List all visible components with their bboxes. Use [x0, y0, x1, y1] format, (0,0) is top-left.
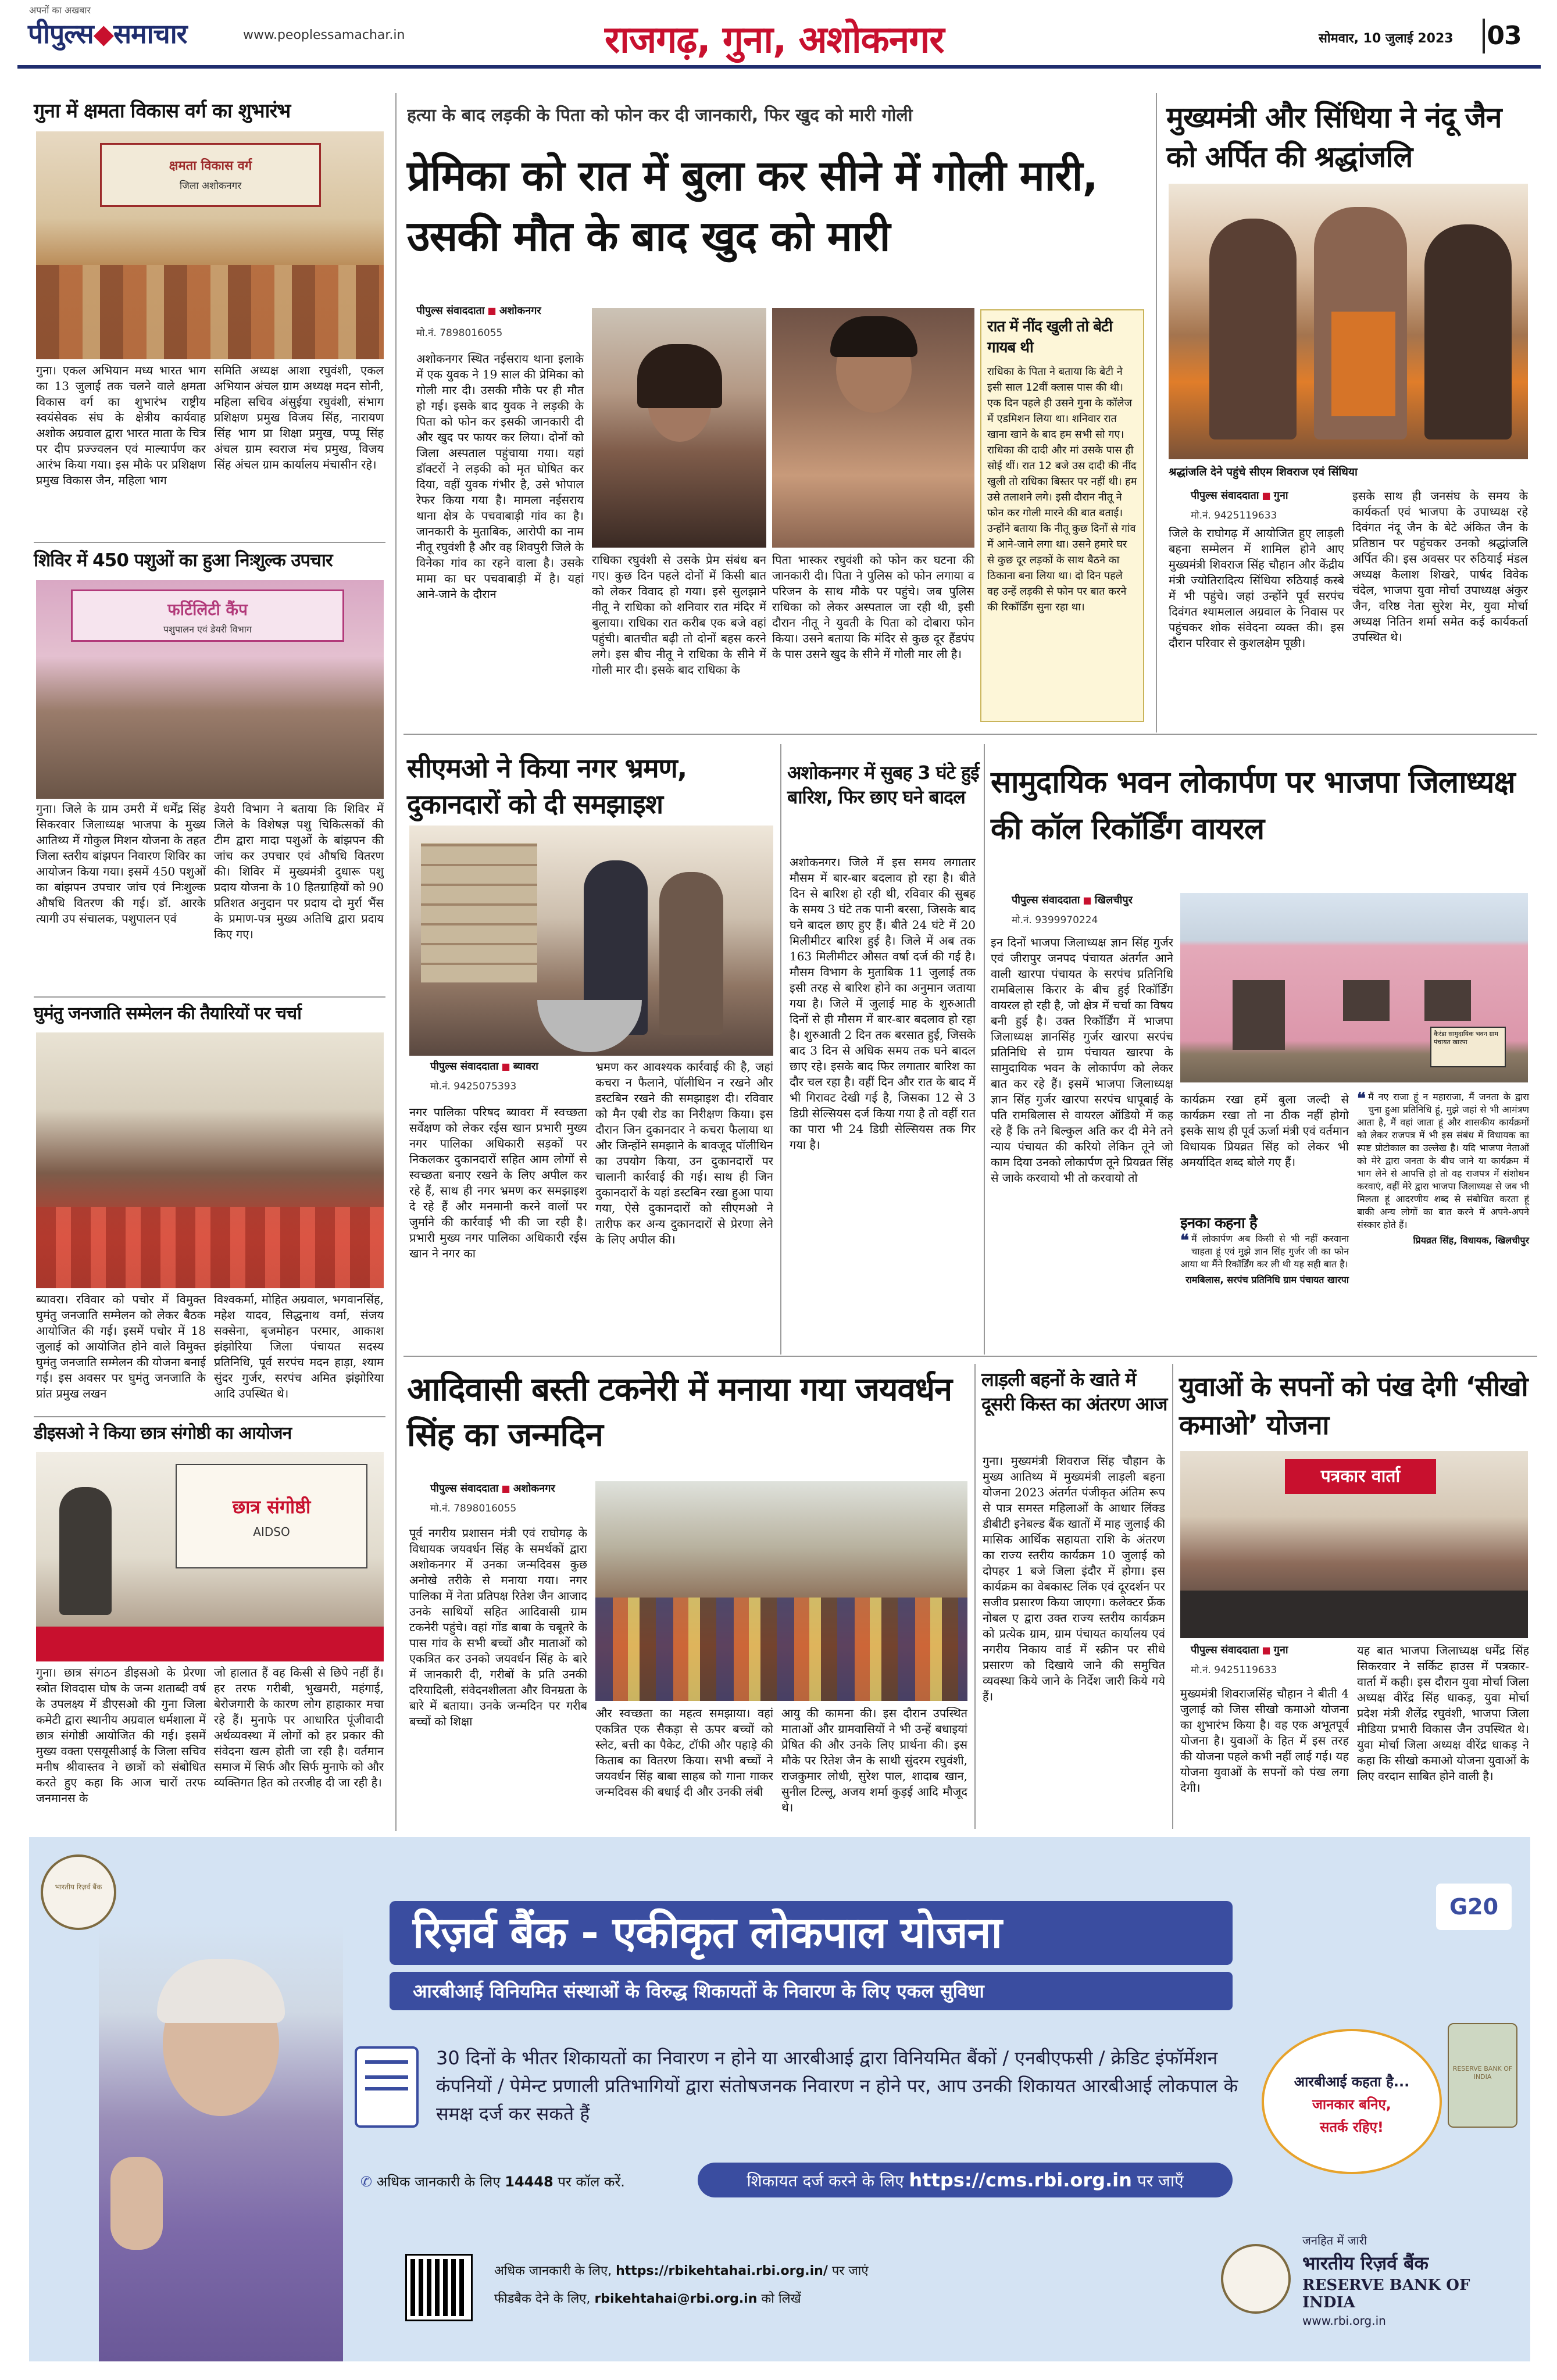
more-url[interactable]: https://rbikehtahai.rbi.org.in/	[616, 2264, 828, 2278]
door-shape	[1233, 980, 1285, 1050]
brand-part-1: पीपुल्स	[28, 18, 94, 49]
issuer-name-english: RESERVE BANK OF INDIA	[1302, 2277, 1470, 2311]
photo-caption: श्रद्धांजलि देने पहुंचे सीएम शिवराज एवं सिंधिया	[1169, 466, 1358, 478]
lead-headline: प्रेमिका को रात में बुला कर सीने में गोली मारी, उसकी मौत के बाद खुद को मारी	[407, 151, 1098, 260]
reporter-mobile: मो.नं. 7898016055	[416, 327, 503, 339]
qr-code-icon[interactable]	[407, 2256, 471, 2320]
camp-photo	[36, 580, 384, 799]
lead-body-col3: पिता भास्कर रघुवंशी को फोन कर घटना की जानकारी दी। पिता ने पुलिस को फोन लगाया व परिजन के साथ मौके पर पहुंचे। जब पुलिस राधिका को लेकर अस्पताल जा रही थी, इसी दौरान नीतू ने युवती के पिता को दोबारा फोन किया। उसने बताया कि मंदिर से कुछ दूर हैंडपंप के पास उसने खुद के सीने में गोली मार ली है।	[772, 553, 974, 661]
column-rule	[395, 93, 397, 1831]
story-body-col2: इसके साथ ही जनसंघ के समय के कार्यकर्ता एवं भाजपा के उपाध्यक्ष रहे दिवंगत नंदू जैन के बेटे अंकित जैन के प्रतिष्ठान पर पहुंचकर उनको श्रद्धांजलि अर्पित की। इस अवसर पर रुठियाई मंडल अध्यक्ष कैलाश शिखरे, पार्षद विवेक चंदेल, भाजपा युवा मोर्चा उपाध्यक्ष अंकुर जैन, वरिष्ठ नेता सुरेश मेर, युवा मोर्चा अध्यक्ष नितिन शर्मा समेत कई कार्यकर्ता उपस्थित थे।	[1352, 489, 1528, 644]
story-body-col1: गुना। एकल अभियान मध्य भारत भाग का 13 जुलाई तक चलने वाले क्षमता विकास वर्ग का शुभारंभ राष्ट्रीय स्वयंसेवक संघ के क्षेत्रीय कार्यवाह अशोक अग्रवाल द्वारा भारत माता के चित्र पर दीप प्रज्ज्वलन एवं माल्यार्पण कर आरंभ किया गया। इस मौके पर प्रशिक्षण प्रमुख विकास जैन, महिला भाग	[36, 363, 206, 487]
masthead-url[interactable]: www.peoplessamachar.in	[243, 28, 405, 42]
crowd-row	[595, 1598, 967, 1701]
byline-place: अशोकनगर	[499, 305, 541, 317]
feedback-email[interactable]: rbikehtahai@rbi.org.in	[594, 2292, 758, 2306]
samu-byline	[1012, 893, 1204, 907]
story-headline: मुख्यमंत्री और सिंधिया ने नंदू जैन को अर्पित की श्रद्धांजलि	[1166, 101, 1502, 174]
separator-icon: ■	[501, 1061, 510, 1072]
cmo-byline	[430, 1059, 616, 1073]
banner-line-2: AIDSO	[253, 1525, 290, 1539]
quote-mark-icon: ❝	[1180, 1231, 1190, 1250]
hand-shape	[110, 2157, 163, 2250]
feedback-suffix: को लिखें	[761, 2292, 801, 2306]
story-headline: आदिवासी बस्ती टकनेरी में मनाया गया जयवर्धन सिंह का जन्मदिन	[407, 1371, 952, 1454]
masthead-tagline: अपनों का अखबार	[29, 5, 91, 16]
saffron-scarf	[1331, 312, 1395, 416]
inspection-photo	[409, 826, 773, 1056]
reporter-mobile: मो.नं. 9425119633	[1191, 1664, 1277, 1676]
story-body-col1: पूर्व नगरीय प्रशासन मंत्री एवं राघोगढ़ के विधायक जयवर्धन सिंह के समर्थकों द्वारा अशोकनगर में उनका जन्मदिवस कुछ अनोखे तरीके से मनाया गया। नगर पालिका में नेता प्रतिपक्ष रितेश जैन आजाद उनके साथियों सहित आदिवासी ग्राम टकनेरी पहुंचे। वहां गोंड बाबा के चबूतरे के पास गांव के सभी बच्चों और माताओं को एकत्रित कर उनको जयवर्धन सिंह के बारे में जानकारी दी, गरीबों के प्रति उनकी दरियादिली, संवेदनशीलता और विनम्रता के बारे में बताया। उनके जन्मदिन पर गरीब बच्चों को शिक्षा	[409, 1526, 587, 1728]
window-shape	[1424, 980, 1471, 1021]
story-headline: लाड़ली बहनों के खाते में दूसरी किस्त का अंतरण आज	[981, 1368, 1167, 1415]
story-body-col3: आयु की कामना की। इस दौरान उपस्थित माताओं और ग्रामवासियों ने भी उन्हें बधाइयां प्रेषित की और उनके लिए प्रार्थना की। इस मौके पर रितेश जैन के साथी सुंदरम रघुवंशी, राजकुमार लोधी, सुरेश पाल, शादाब खान, सुनील टिल्लू, अजय शर्मा कुड़ई आदि मौजूद थे।	[781, 1706, 967, 1814]
banner-line-2: जिला अशोकनगर	[179, 180, 242, 192]
phone-number[interactable]: 14448	[505, 2174, 553, 2190]
ambassador-photo	[99, 1924, 343, 2361]
brand-diamond-icon: ◆	[93, 18, 113, 49]
seal-text: भारतीय रिज़र्व बैंक	[55, 1883, 102, 1891]
story-body-col2: भ्रमण कर आवश्यक कार्रवाई की है, जहां कचरा न फैलाने, पॉलीथिन न रखने और डस्टबिन रखने की समझाइश दी। रविवार को मैन एबी रोड का निरीक्षण किया। इस दौरान जिन दुकानदार ने कचरा फैलाया था और जिन्होंने समझाने के बावजूद पॉलीथिन का उपयोग किया, उन दुकानदारों पर चालानी कार्रवाई की गई। साथ ही जिन दुकानदारों के यहां डस्टबिन रखा हुआ पाया गया, ऐसे दुकानदारों को सीएमओ ने तारीफ कर अन्य दुकानदारों से प्रेरणा लेने के लिए अपील की।	[595, 1060, 773, 1246]
story-body-col2: विश्वकर्मा, मोहित अग्रवाल, भगवानसिंह, महेश यादव, सिद्धनाथ वर्मा, संजय सक्सेना, बृजमोहन परमार, आकाश झंझोरिया जिला पंचायत सदस्य प्रतिनिधि, पूर्व सरपंच मदन हाड़ा, श्याम सुंदर गुर्जर, सरपंच अमित झंझोरिया आदि उपस्थित थे।	[214, 1292, 384, 1400]
children-photo	[595, 1481, 967, 1701]
reporter-mobile: मो.नं. 9425119633	[1191, 510, 1277, 521]
reporter-mobile: मो.नं. 9399970224	[1012, 914, 1098, 926]
story-body-col2: समिति अध्यक्ष आशा रघुवंशी, एकल अभियान अंचल ग्राम अध्यक्ष मदन सोनी, महिला सचिव अंसुईया रघुवंशी, संभाग प्रशिक्षण प्रमुख विजय सिंह, नारायण सिंह भाग प्रा शिक्षा प्रमुख, पप्पू सिंह अंचल ग्राम स्वराज मंच प्रमुख, विजय सिंह अंचल ग्राम कार्यालय मंचासीन रहे।	[214, 363, 384, 471]
byline: पीपुल्स संवाददाता	[430, 1060, 499, 1073]
sidebar-box-title: रात में नींद खुली तो बेटी गायब थी	[987, 318, 1112, 356]
story-headline: सामुदायिक भवन लोकार्पण पर भाजपा जिलाध्यक्ष की कॉल रिकॉर्डिंग वायरल	[991, 765, 1515, 846]
story-body: इन दिनों भाजपा जिलाध्यक्ष ज्ञान सिंह गुर्जर एवं जीरापुर जनपद पंचायत अंतर्गत आने वाली खारपा पंचायत के सरपंच प्रतिनिधि रामबिलास किरार के बीच हुई रिकॉर्डिंग वायरल हो रही है, जो क्षेत्र में चर्चा का विषय बनी हुई है। उक्त रिकॉर्डिंग में भाजपा जिलाध्यक्ष ज्ञानसिंह गुर्जर खारपा सरपंच प्रतिनिधि से ग्राम पंचायत खारपा के सामुदायिक भवन के लोकार्पण को लेकर बात कर रहे हैं। इसमें भाजपा जिलाध्यक्ष ज्ञान सिंह गुर्जर खारपा सरपंच धापूबाई के पति रामबिलास से वायरल ऑडियो में कह रहे हैं कि तने बिल्कुल अति कर दी मेने तने न्याय पंचायत की करियो लेकिन तूने जो काम दिया उनको लोकार्पण तूने प्रियव्रत सिंह से जाके करवायो भी तो करवायो तो	[991, 935, 1173, 1185]
more-suffix: पर जाएं	[831, 2264, 869, 2278]
divider	[34, 542, 385, 543]
opinion-heading: इनका कहना है	[1180, 1214, 1257, 1232]
phone-prefix: अधिक जानकारी के लिए	[376, 2174, 501, 2190]
story-body-col1: नगर पालिका परिषद ब्यावरा में स्वच्छता सर्वेक्षण को लेकर रईस खान प्रभारी मुख्य नगर पालिका अधिकारी सड़कों पर निकलकर दुकानदारों सहित आम लोगों से स्वच्छता बनाए रखने के लिए अपील कर रहे हैं, साथ ही नगर भ्रमण कर समझाइश दे रहे हैं और मनमानी करने वालों पर जुर्माने की कार्रवाई भी की जा रही है। प्रभारी मुख्य नगर पालिका अधिकारी रईस खान ने नगर का	[409, 1105, 587, 1260]
region-title: राजगढ़, गुना, अशोकनगर	[605, 19, 944, 62]
story-headline: शिविर में 450 पशुओं का हुआ निःशुल्क उपचार	[34, 550, 333, 571]
quote-author: प्रियव्रत सिंह, विधायक, खिलचीपुर	[1413, 1235, 1529, 1246]
byline-place: खिलचीपुर	[1094, 894, 1133, 906]
press-banner: पत्रकार वार्ता	[1285, 1459, 1436, 1494]
awareness-bubble	[1262, 2029, 1442, 2174]
yuva-byline	[1191, 1643, 1377, 1657]
story-headline: घुमंतु जनजाति सम्मेलन की तैयारियों पर चर्चा	[34, 1003, 301, 1024]
story-body-col2: जो हालात हैं वह किसी से छिपे नहीं हैं। हर तरफ गरीबी, भुखमरी, महंगाई, बेरोजगारी के कारण लोग हाहाकार मचा रहे हैं। मुनाफे पर आधारित पूंजीवादी अर्थव्यवस्था में लोगों को हर प्रकार की संवेदना खत्म होती जा रही है। वर्तमान समाज में सिर्फ और सिर्फ मुनाफे को और व्यक्तिगत हित को तरजीह दी जा रही है।	[214, 1666, 384, 1789]
hair-shape	[637, 344, 722, 408]
community-hall-photo	[1180, 893, 1528, 1082]
more-info-line	[494, 2261, 869, 2279]
column-rule	[1172, 1364, 1173, 1829]
separator-icon: ■	[1262, 1645, 1271, 1656]
story-body-col1: गुना। छात्र संगठन डीइसओ के प्रेरणा स्त्रोत शिवदास घोष के जन्म शताब्दी वर्ष के उपलक्ष्य में डीएसओ की गुना जिला कमेटी द्वारा स्थानीय अग्रवाल धर्मशाला में छात्र संगोष्ठी आयोजित की गई। इसमें मुख्य वक्ता एसयूसीआई के जिला सचिव मनीष श्रीवास्तव ने छात्रों को संबोधित करते हुए कहा कि आज चारों तरफ जनमानस के	[36, 1666, 206, 1805]
red-banner-strip	[36, 1627, 384, 1661]
quote-text: मैं नए राजा हूं न महाराजा, मैं जनता के द्वारा चुना हुआ प्रतिनिधि हूं, मुझे जहां से भी आमंत्रण आता है, मैं वहां जाता हूं और शासकीय कार्यक्रमों को लेकर राजपत्र में भी इस संबंध में विधायक का स्पष्ट प्रोटोकाल का उल्लेख है। यदि भाजपा नेताओं को मेरे द्वारा जनता के बीच जाने या कार्यक्रम में भाग लेने से आपत्ति हो तो वह राजपत्र में संशोधन करवाएं, वहीं मेरे द्वारा भाजपा जिलाध्यक्ष से जब भी मिलता हूं आदरणीय शब्द से संबोधित करता हूं बाकी अन्य लोगों का बात करने में अपने-अपने संस्कार होते हैं।	[1357, 1091, 1529, 1230]
story-body-cont: कार्यक्रम रखा हमें बुला जल्दी से कार्यक्रम रखा तो ना ठीक नहीं होगो इसके साथ ही पूर्व ऊर्जा मंत्री एवं वर्तमान विधायक प्रियव्रत सिंह को लेकर भी अमर्यादित शब्द बोले गए हैं।	[1180, 1092, 1349, 1169]
divider	[403, 1356, 1537, 1357]
banner-line-1: छात्र संगोष्ठी	[232, 1496, 311, 1518]
column-rule	[1156, 93, 1157, 732]
ad-subtitle: आरबीआई विनियमित संस्थाओं के विरुद्ध शिकायतों के निवारण के लिए एकल सुविधा	[413, 1980, 984, 2002]
meeting-photo	[36, 1032, 384, 1288]
event-photo	[36, 131, 384, 359]
story-headline: सीएमओ ने किया नगर भ्रमण, दुकानदारों को दी समझाइश	[407, 752, 687, 820]
byline: पीपुल्स संवाददाता	[430, 1482, 499, 1495]
shop-shelf	[421, 843, 537, 982]
story-body-col1: मुख्यमंत्री शिवराजसिंह चौहान ने बीती 4 जुलाई को जिस सीखो कमाओ योजना का शुभारंभ किया है। वह एक अभूतपूर्व योजना है। युवाओं के हित में इस तरह की योजना पहले कभी नहीं लाई गई। यह योजना युवाओं के सपनों को पंख लगा देगी।	[1180, 1686, 1349, 1795]
rbi-seal-icon	[41, 1854, 116, 1930]
note-text: RESERVE BANK OF INDIA	[1452, 2065, 1513, 2081]
quote-author: रामबिलास, सरपंच प्रतिनिधि ग्राम पंचायत खारपा	[1185, 1274, 1349, 1285]
g20-text: G20	[1449, 1894, 1499, 1920]
victim-photo	[592, 308, 766, 548]
story-body-col2: और स्वच्छता का महत्व समझाया। वहां एकत्रित एक सैकड़ा से ऊपर बच्चों को स्लेट, बत्ती का पैकेट, टॉफी और पहाड़े की किताब का वितरण किया। सभी बच्चों ने जयवर्धन सिंह बाबा साहब को गाना गाकर जन्मदिवस की बधाई दी और उनकी लंबी	[595, 1706, 773, 1799]
column-rule	[780, 744, 781, 1355]
lead-byline	[416, 303, 591, 317]
ad-title: रिज़र्व बैंक - एकीकृत लोकपाल योजना	[413, 1908, 1002, 1958]
story-body: अशोकनगर। जिले में इस समय लगातार मौसम में बार-बार बदलाव हो रहा है। बीते दिन से बारिश हो रही थी, रविवार की सुबह के समय 3 घंटे तक पानी बरसा, जिसके बाद घने बादल छाए हुए हैं। बीते 24 घंटे में 20 मिलीमीटर बारिश हुई है। जिले में अब तक 163 मिलीमीटर औसत वर्षा दर्ज की गई है। मौसम विभाग के मुताबिक 11 जुलाई तक इसी तरह से बारिश होने का अनुमान जताया गया है। जिले में जुलाई माह के शुरुआती दिनों से ही मौसम में बार-बार बदलाव हो रहा है। शुरुआती 2 दिन तक बरसात हुई, जिसके बाद 3 दिन से अधिक समय तक घने बादल छाए रहे। इसके बाद फिर लगातार बारिश का दौर चल रहा है। वहीं दिन और रात के बाद में भी गिरावट देखी गई है, जिसका 12 से 3 डिग्री सेल्सियस दर्ज किया गया है तो वहीं रात का पारा भी 24 डिग्री सेल्सियस तक गिर गया है।	[790, 855, 976, 1152]
reporter-mobile: मो.नं. 9425075393	[430, 1081, 517, 1092]
ad-body-text: 30 दिनों के भीतर शिकायतों का निवारण न होने या आरबीआई द्वारा विनियमित बैंकों / एनबीएफसी / क्रेडिट इंफॉर्मेशन कंपनियों / पेमेन्ट प्रणाली प्रतिभागियों द्वारा संतोषजनक निवारण न होने पर, आप उनकी शिकायत आरबीआई लोकपाल के समक्ष दर्ज कर सकते हैं	[436, 2047, 1238, 2125]
quote-mark-icon: ❝	[1357, 1089, 1366, 1108]
speaker-figure	[59, 1487, 112, 1615]
separator-icon: ■	[501, 1483, 510, 1494]
cms-prefix: शिकायत दर्ज करने के लिए	[747, 2171, 904, 2190]
page-number: 03	[1483, 19, 1523, 53]
cooking-vessel	[537, 1000, 642, 1052]
phone-suffix: पर कॉल करें.	[558, 2174, 625, 2190]
accused-photo	[772, 308, 974, 548]
seminar-photo	[36, 1452, 384, 1661]
hair-shape	[830, 316, 917, 357]
story-headline: गुना में क्षमता विकास वर्ग का शुभारंभ	[34, 99, 291, 123]
byline: पीपुल्स संवाददाता	[416, 305, 485, 317]
quote-box	[1180, 1232, 1349, 1351]
issuer-url[interactable]: www.rbi.org.in	[1302, 2314, 1386, 2328]
bubble-line-2: जानकार बनिए,	[1312, 2096, 1391, 2113]
story-headline: युवाओं के सपनों को पंख देगी ‘सीखो कमाओ’ योजना	[1179, 1371, 1528, 1441]
audience-row	[36, 265, 384, 359]
ad-subtitle-box	[390, 1972, 1233, 2010]
sidebar-box	[980, 309, 1144, 722]
banner-line-2: पशुपालन एवं डेयरी विभाग	[163, 624, 252, 635]
lead-body-col2: राधिका रघुवंशी से उसके प्रेम संबंध बन गए। कुछ दिन पहले दोनों में किसी बात को लेकर विवाद हो गया। इसे सुलझाने नीतू ने राधिका को शनिवार रात मंदिर में बुलाया। राधिका रात करीब एक बजे वहां पहुंची। बातचीत बढ़ी तो दोनों बहस करने लगे। इस बीच नीतू ने राधिका के सीने में गोली मार दी। इसके बाद राधिका के	[592, 553, 766, 677]
person-figure	[659, 872, 723, 1035]
more-prefix: अधिक जानकारी के लिए,	[494, 2264, 612, 2278]
rbi-advertisement	[29, 1837, 1530, 2361]
column-rule	[984, 744, 985, 1355]
window-shape	[1343, 980, 1390, 1021]
plaque-sign: कैरंडा सामुदायिक भवन ग्राम पंचायत खारपा	[1430, 1027, 1506, 1067]
tribute-photo	[1169, 184, 1528, 459]
byline-place: ब्यावरा	[513, 1060, 538, 1073]
story-body-col2: डेयरी विभाग ने बताया कि शिविर में जिले के विशेषज्ञ पशु चिकित्सकों की टीम द्वारा मादा पशुओं के बांझपन की जांच कर उपचार एवं औषधि वितरण की। शिविर में मुख्यमंत्री दुधारू पशु प्रदाय योजना के 10 हितग्राहियों को 90 प्रतिशत अनुदान पर प्रदाय दो मुर्रा भैंस के प्रमाण-पत्र मुख्य अतिथि द्वारा प्रदाय किए गए।	[214, 802, 384, 941]
divider	[34, 1416, 385, 1417]
separator-icon: ■	[487, 305, 497, 316]
separator-icon: ■	[1262, 490, 1271, 501]
quote-text: मैं लोकार्पण अब किसी से भी नहीं करवाना चाहता हूं एवं मुझे ज्ञान सिंह गुर्जर जी का फोन आया था मैंने रिकॉर्डिंग कर ली थी यह सही बात है।	[1180, 1233, 1349, 1270]
bubble-line-3: सतर्क रहिए!	[1320, 2119, 1384, 2135]
lead-body-col1: अशोकनगर स्थित नईसराय थाना इलाके में एक युवक ने 19 साल की प्रेमिका को गोली मार दी। उसकी मौके पर ही मौत हो गई। इसके बाद युवक ने लड़की के पिता को फोन कर इसकी जानकारी दी और खुद पर फायर कर लिया। दोनों को जिला अस्पताल पहुंचाया गया। यहां डॉक्टरों ने लड़की को मृत घोषित कर दिया, वहीं युवक गंभीर है, उसे भोपाल रेफर किया गया है। मामला नईसराय थाना क्षेत्र के पचवाबाड़ी गांव का है। जानकारी के मुताबिक, आरोपी का नाम नीतू रघुवंशी है और वह शिवपुरी जिले के विनेका गांव का रहने वाला है। उसके मामा का घर पचवाबाड़ी में है। यहां आने-जाने के दौरान	[416, 352, 584, 601]
divider	[34, 996, 385, 998]
person-figure	[1209, 219, 1297, 439]
byline: पीपुल्स संवाददाता	[1191, 489, 1259, 502]
byline: पीपुल्स संवाददाता	[1012, 894, 1080, 906]
table-front	[1180, 1591, 1528, 1638]
cms-suffix: पर जाएँ	[1137, 2171, 1184, 2190]
quote-box	[1357, 1091, 1529, 1351]
story-body: गुना। मुख्यमंत्री शिवराज सिंह चौहान के मुख्य आतिथ्य में मुख्यमंत्री लाड़ली बहना योजना 2023 अंतर्गत पंजीकृत अंतिम रूप से पात्र समस्त महिलाओं के आधार लिंक्ड डीबीटी इनेबल्ड बैंक खातों में माह जुलाई की मासिक आर्थिक सहायता राशि के अंतरण का राज्य स्तरीय कार्यक्रम 10 जुलाई को दोपहर 1 बजे जिला इंदौर में होगा। इस कार्यक्रम का वेबकास्ट लिंक एवं दूरदर्शन पर सजीव प्रसारण किया जाएगा। कलेक्टर फ्रेंक नोबल ए द्वारा उक्त राज्य स्तरीय कार्यक्रम को प्रत्येक ग्राम, ग्राम पंचायत कार्यालय एवं नगरीय निकाय वार्ड में स्क्रीन पर सीधे प्रसारण को दिखाये जाने की समुचित व्यवस्था किये जाने के निर्देश जारी किये गये हैं।	[983, 1454, 1165, 1703]
issuer-prefix: जनहित में जारी	[1302, 2234, 1367, 2247]
banner-line-1: क्षमता विकास वर्ग	[169, 159, 252, 173]
column-rule	[974, 1364, 976, 1829]
story-body-col2: यह बात भाजपा जिलाध्यक्ष धर्मेंद्र सिंह सिकरवार ने सर्किट हाउस में पत्रकार-वार्ता में कही। इस दौरान युवा मोर्चा जिला अध्यक्ष वीरेंद्र सिंह धाकड़, युवा मोर्चा प्रदेश मंत्री शैलेंद्र रघुवंशी, भाजपा जिला मीडिया प्रभारी विकास जैन उपस्थित थे। युवा मोर्चा जिला अध्यक्ष वीरेंद्र धाकड़ ने कहा कि सीखो कमाओ योजना युवाओं के लिए वरदान साबित होने वाली है।	[1357, 1643, 1529, 1783]
masthead-rule	[17, 65, 1541, 69]
separator-icon: ■	[1083, 895, 1092, 906]
divider	[403, 734, 1537, 735]
byline-place: गुना	[1273, 489, 1288, 502]
lead-kicker: हत्या के बाद लड़की के पिता को फोन कर दी जानकारी, फिर खुद को मारी गोली	[407, 105, 913, 126]
story-headline: अशोकनगर में सुबह 3 घंटे हुई बारिश, फिर छाए घने बादल	[787, 762, 979, 808]
phone-line	[360, 2172, 721, 2191]
story-body-col1: गुना। जिले के ग्राम उमरी में धर्मेंद्र सिंह सिकरवार जिलाध्यक्ष भाजपा के मुख्य आतिथ्य में गोकुल मिशन योजना के तहत जिला स्तरीय बांझपन निवारण शिविर का आयोजन किया गया। इसमें 450 पशुओं का बांझपन उपचार जांच एवं निःशुल्क औषधि वितरण की गई। डॉ. आरके त्यागी उप संचालक, पशुपालन एवं	[36, 802, 206, 925]
g20-logo	[1436, 1884, 1512, 1930]
seminar-banner	[176, 1464, 367, 1568]
cms-url[interactable]: https://cms.rbi.org.in	[909, 2169, 1132, 2191]
feedback-prefix: फीडबैक देने के लिए,	[494, 2292, 591, 2306]
press-conference-photo	[1180, 1451, 1528, 1638]
ad-title-box	[390, 1901, 1233, 1965]
byline: पीपुल्स संवाददाता	[1191, 1644, 1259, 1656]
issuer-block	[1302, 2232, 1523, 2328]
chairs-row	[36, 1207, 384, 1288]
byline-place: गुना	[1273, 1644, 1288, 1656]
issue-date: सोमवार, 10 जुलाई 2023	[1319, 31, 1454, 46]
reporter-mobile: मो.नं. 7898016055	[430, 1503, 517, 1514]
rbi-emblem-icon	[1221, 2244, 1291, 2314]
story-headline: डीइसओ ने किया छात्र संगोष्ठी का आयोजन	[34, 1423, 292, 1443]
person-figure	[1424, 224, 1512, 439]
stage-banner	[100, 143, 321, 207]
bubble-line-1: आरबीआई कहता है...	[1294, 2074, 1410, 2090]
camp-banner	[71, 589, 344, 642]
masthead	[0, 0, 1557, 69]
complaint-icon	[355, 2046, 419, 2128]
adi-byline	[430, 1481, 616, 1495]
banknote-mascot-icon	[1448, 2023, 1517, 2128]
issuer-name-hindi: भारतीय रिज़र्व बैंक	[1302, 2252, 1429, 2274]
story-body-col1: जिले के राघोगढ़ में आयोजित हुए लाड़ली बहना सम्मेलन में शामिल होने आए मुख्यमंत्री शिवराज सिंह चौहान और केंद्रीय मंत्री ज्योतिरादित्य सिंधिया रुठियाई कस्बे में भी पहुंचे। जहां उन्होंने पूर्व सरपंच दिवंगत श्यामलाल अग्रवाल के निवास पर पहुंचकर शोक संवेदना व्यक्त की। इस दौरान परिवार से कुशलक्षेम पूछी।	[1169, 526, 1344, 650]
cms-link-box[interactable]	[698, 2163, 1233, 2197]
hair-shape	[157, 1959, 285, 2023]
masthead-logo	[28, 15, 187, 51]
story-body-col1: ब्यावरा। रविवार को पचोर में विमुक्त घुमंतु जनजाति सम्मेलन को लेकर बैठक आयोजित की गई। इसमें पचोर में 18 जुलाई को आयोजित होने वाले विमुक्त घुमंतु जनजाति सम्मेलन की योजना बनाई गई। इस अवसर पर घुमंतु जनजाति के प्रांत प्रमुख लखन	[36, 1292, 206, 1400]
brand-part-2: समाचार	[113, 18, 187, 49]
sidebar-box-text: राधिका के पिता ने बताया कि बेटी ने इसी साल 12वीं क्लास पास की थी। एक दिन पहले ही उसने गुना के कॉलेज में एडमिशन लिया था। शनिवार रात खाना खाने के बाद हम सभी सो गए। राधिका की दादी और मां उसके पास ही सोई थीं। रात 12 बजे उस दादी की नींद खुली तो राधिका बिस्तर पर नहीं थी। हम उसे तलाशने लगे। इसी दौरान नीतू ने फोन कर गोली मारने की बात बताई। उन्होंने बताया कि नीतू कुछ दिनों से गांव में आने-जाने लगा था। उसने हमारे घर से कुछ दूर लड़कों के साथ बैठने का ठिकाना बना लिया था। दो दिन पहले वह उन्हें लड़की से फोन पर बात करने की रिकॉर्डिंग सुना रहा था।	[987, 366, 1137, 613]
feedback-line	[494, 2289, 801, 2307]
phone-icon: ✆	[360, 2174, 373, 2190]
byline-place: अशोकनगर	[513, 1482, 555, 1495]
banner-line-1: फर्टिलिटी कैंप	[167, 600, 248, 619]
